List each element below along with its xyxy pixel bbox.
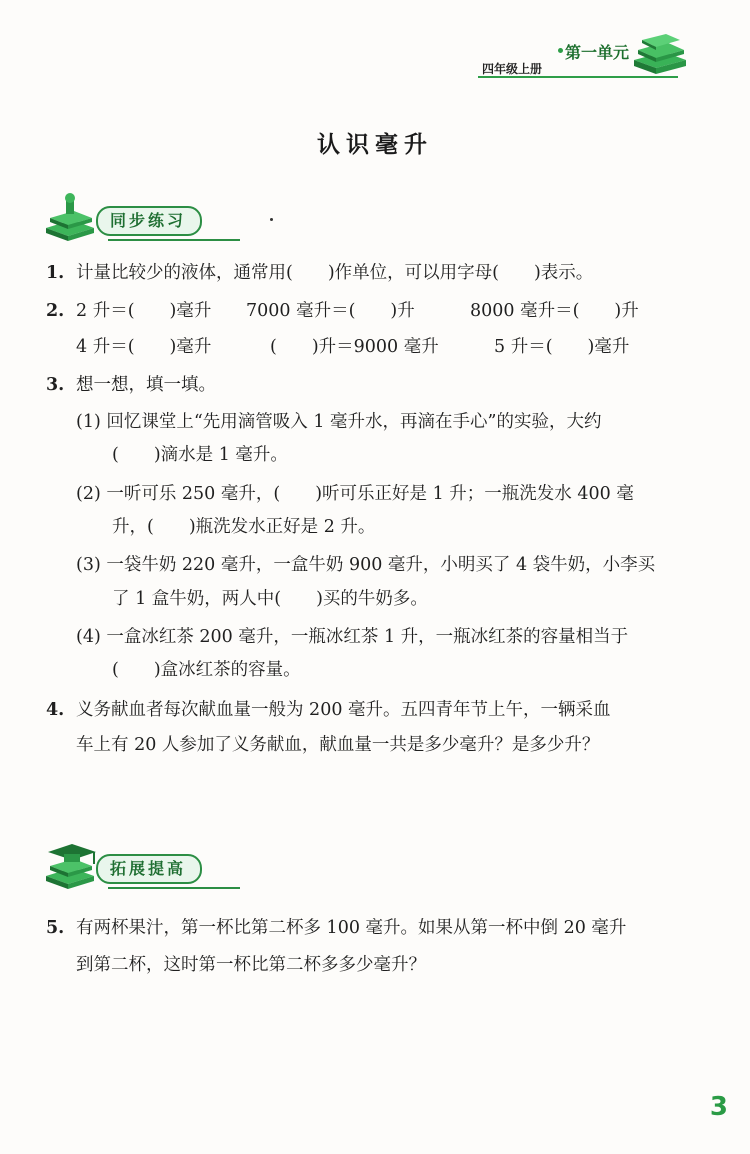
- section-title-practice: 同步练习: [96, 206, 202, 236]
- conversion-item: 5 升＝( )毫升: [494, 337, 630, 357]
- grade-label: 四年级上册: [482, 62, 543, 76]
- question-2-row-1: [46, 299, 639, 323]
- question-3-sub-1: (1) 回忆课堂上“先用滴管吸入 1 毫升水，再滴在手心”的实验，大约: [76, 412, 602, 432]
- question-3-title: [46, 373, 216, 397]
- question-4: [46, 698, 611, 722]
- question-number: 3.: [46, 375, 65, 395]
- question-3-sub-2-cont: 升，( )瓶洗发水正好是 2 升。: [112, 517, 376, 537]
- question-number: 5.: [46, 918, 65, 938]
- question-text: 有两杯果汁，第一杯比第二杯多 100 毫升。如果从第一杯中倒 20 毫升: [76, 918, 627, 938]
- conversion-item: 8000 毫升＝( )升: [470, 301, 639, 321]
- header-dot: [558, 48, 563, 53]
- question-5: [46, 916, 626, 940]
- question-number: 4.: [46, 700, 65, 720]
- section-title-extension: 拓展提高: [96, 854, 202, 884]
- question-number: 1.: [46, 263, 65, 283]
- question-3-sub-2: (2) 一听可乐 250 毫升，( )听可乐正好是 1 升；一瓶洗发水 400 毫: [76, 484, 634, 504]
- question-4-cont: 车上有 20 人参加了义务献血，献血量一共是多少毫升？是多少升？: [76, 735, 600, 755]
- conversion-item: 4 升＝( )毫升: [76, 337, 212, 357]
- graduation-cap-books-icon: [44, 840, 104, 890]
- page-number: 3: [709, 1092, 728, 1122]
- page-title: 认识毫升: [317, 132, 433, 158]
- question-text: 义务献血者每次献血量一般为 200 毫升。五四青年节上午，一辆采血: [76, 700, 611, 720]
- question-3-sub-3: (3) 一袋牛奶 220 毫升，一盒牛奶 900 毫升，小明买了 4 袋牛奶，小李买: [76, 555, 656, 575]
- stacked-books-icon: [630, 30, 690, 78]
- conversion-item: 2 升＝( )毫升: [76, 301, 212, 321]
- question-3-sub-1-cont: ( )滴水是 1 毫升。: [112, 445, 288, 465]
- section-extension: [44, 840, 244, 888]
- question-text: 计量比较少的液体，通常用( )作单位，可以用字母( )表示。: [76, 263, 594, 283]
- decorative-dot: [270, 218, 273, 221]
- unit-label: 第一单元: [565, 43, 630, 62]
- conversion-item: ( )升＝9000 毫升: [270, 337, 439, 357]
- question-3-sub-4: (4) 一盒冰红茶 200 毫升，一瓶冰红茶 1 升，一瓶冰红茶的容量相当于: [76, 627, 629, 647]
- question-2-row-2: [76, 335, 629, 359]
- section-practice: [44, 192, 244, 240]
- question-5-cont: 到第二杯，这时第一杯比第二杯多多少毫升？: [76, 955, 426, 975]
- graduation-cap-books-icon: [44, 192, 104, 242]
- question-1: [46, 261, 593, 285]
- question-text: 想一想，填一填。: [76, 375, 216, 395]
- question-3-sub-4-cont: ( )盒冰红茶的容量。: [112, 660, 301, 680]
- question-3-sub-3-cont: 了 1 盒牛奶，两人中( )买的牛奶多。: [112, 589, 428, 609]
- question-number: 2.: [46, 301, 65, 321]
- conversion-item: 7000 毫升＝( )升: [246, 301, 415, 321]
- page-header: [470, 30, 690, 80]
